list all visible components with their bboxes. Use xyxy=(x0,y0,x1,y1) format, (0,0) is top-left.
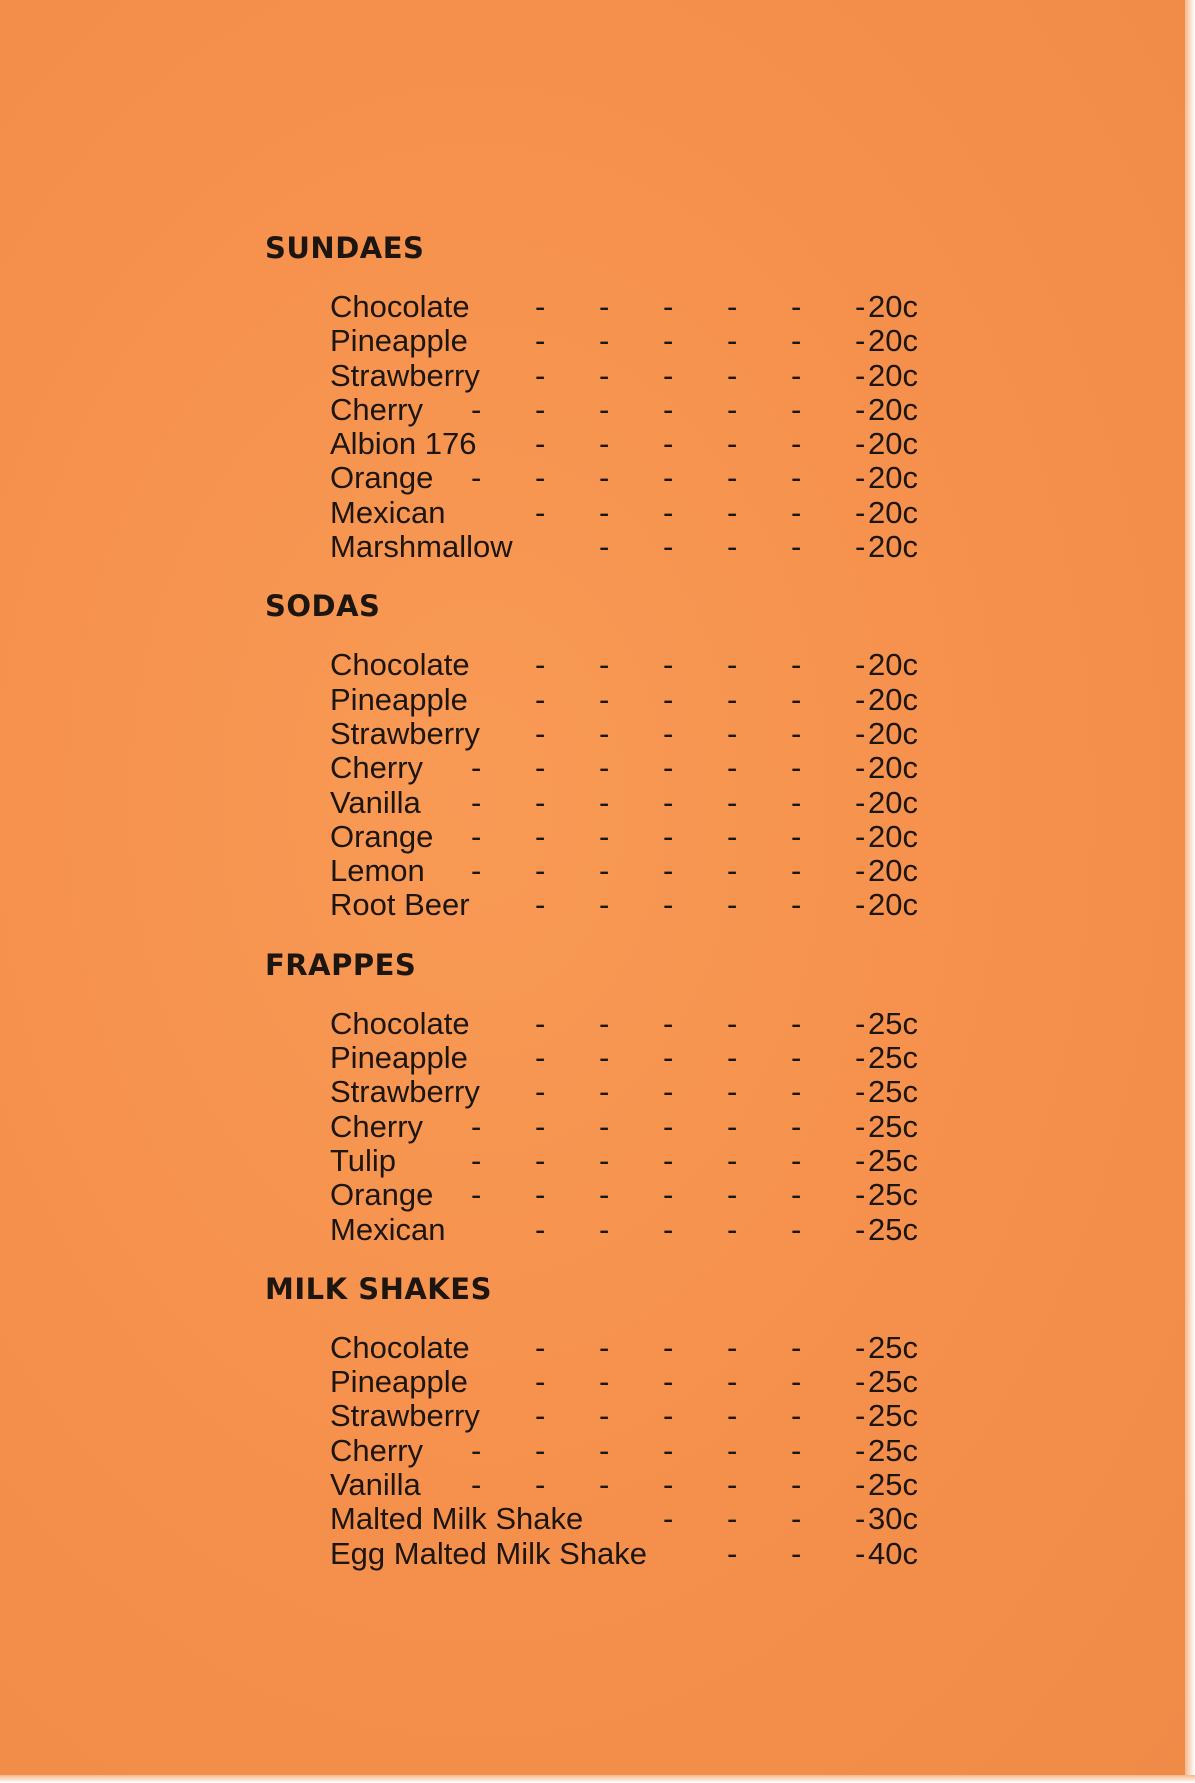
item-price: 20c xyxy=(868,289,918,324)
dash-mark: - xyxy=(855,1329,866,1365)
dash-mark: - xyxy=(791,323,802,359)
item-name: Malted Milk Shake xyxy=(330,1501,584,1537)
menu-section xyxy=(265,1269,965,1571)
dash-mark: - xyxy=(855,1005,866,1041)
item-price: 20c xyxy=(868,681,918,717)
dash-mark: - xyxy=(663,426,674,462)
dash-mark: - xyxy=(599,391,610,427)
item-name: Egg Malted Milk Shake xyxy=(330,1535,648,1571)
dash-mark: - xyxy=(599,1074,610,1110)
dash-mark: - xyxy=(663,1364,674,1400)
dash-mark: - xyxy=(855,289,866,324)
dash-mark: - xyxy=(535,853,546,889)
dash-mark: - xyxy=(471,1467,482,1503)
item-price: 20c xyxy=(868,529,918,565)
menu-item xyxy=(330,1434,965,1468)
dash-mark: - xyxy=(791,494,802,530)
dash-mark: - xyxy=(599,1432,610,1468)
item-name: Strawberry xyxy=(330,357,480,393)
dash-mark: - xyxy=(535,647,546,683)
dash-mark: - xyxy=(471,1108,482,1144)
dash-mark: - xyxy=(663,494,674,530)
item-name: Strawberry xyxy=(330,1398,480,1434)
dash-mark: - xyxy=(599,1005,610,1041)
item-price: 25c xyxy=(868,1211,918,1247)
menu-item xyxy=(330,1468,965,1502)
paper-edge xyxy=(1185,0,1195,1783)
dash-mark: - xyxy=(855,887,866,923)
item-price: 20c xyxy=(868,750,918,786)
item-price: 25c xyxy=(868,1467,918,1503)
item-name: Chocolate xyxy=(330,1005,470,1041)
dash-mark: - xyxy=(535,1074,546,1110)
dash-mark: - xyxy=(727,647,738,683)
dash-mark: - xyxy=(791,1467,802,1503)
dash-mark: - xyxy=(663,1040,674,1076)
item-name: Strawberry xyxy=(330,715,480,751)
menu-item xyxy=(330,1399,965,1433)
menu-item xyxy=(330,683,965,717)
dash-mark: - xyxy=(791,357,802,393)
item-name: Chocolate xyxy=(330,1329,470,1365)
dash-mark: - xyxy=(727,1329,738,1365)
menu-item xyxy=(330,1213,965,1247)
dash-mark: - xyxy=(855,1074,866,1110)
menu-item xyxy=(330,1041,965,1075)
menu-item xyxy=(330,1007,965,1041)
dash-mark: - xyxy=(599,647,610,683)
menu-item xyxy=(330,496,965,530)
section-title: SUNDAES xyxy=(265,231,425,265)
paper-edge xyxy=(0,1775,1195,1783)
dash-mark: - xyxy=(791,1005,802,1041)
item-name: Marshmallow xyxy=(330,529,513,565)
item-name: Cherry xyxy=(330,391,424,427)
dash-mark: - xyxy=(791,681,802,717)
section-title: SODAS xyxy=(265,589,381,624)
dash-mark: - xyxy=(535,750,546,786)
menu-item xyxy=(330,461,965,495)
item-price: 20c xyxy=(868,460,918,496)
dash-mark: - xyxy=(535,1142,546,1178)
dash-mark: - xyxy=(535,1432,546,1468)
dash-mark: - xyxy=(727,715,738,751)
dash-mark: - xyxy=(599,357,610,393)
dash-mark: - xyxy=(599,529,610,565)
item-name: Pineapple xyxy=(330,1040,468,1076)
dash-mark: - xyxy=(663,1467,674,1503)
dash-mark: - xyxy=(535,1329,546,1365)
item-name: Orange xyxy=(330,1177,434,1213)
dash-mark: - xyxy=(471,784,482,820)
dash-mark: - xyxy=(727,1211,738,1247)
dash-mark: - xyxy=(855,357,866,393)
item-name: Root Beer xyxy=(330,887,470,923)
dash-mark: - xyxy=(535,887,546,923)
dash-mark: - xyxy=(663,289,674,324)
dash-mark: - xyxy=(791,1211,802,1247)
dash-mark: - xyxy=(535,391,546,427)
item-price: 25c xyxy=(868,1074,918,1110)
dash-mark: - xyxy=(791,1142,802,1178)
dash-mark: - xyxy=(727,391,738,427)
dash-mark: - xyxy=(791,1329,802,1365)
dash-mark: - xyxy=(855,1364,866,1400)
dash-mark: - xyxy=(663,1005,674,1041)
item-price: 20c xyxy=(868,887,918,923)
menu-item xyxy=(330,393,965,427)
dash-mark: - xyxy=(855,647,866,683)
dash-mark: - xyxy=(535,289,546,324)
dash-mark: - xyxy=(471,460,482,496)
dash-mark: - xyxy=(855,1501,866,1537)
dash-mark: - xyxy=(599,289,610,324)
dash-mark: - xyxy=(663,1142,674,1178)
dash-mark: - xyxy=(727,1535,738,1571)
dash-mark: - xyxy=(727,1108,738,1144)
dash-mark: - xyxy=(535,1040,546,1076)
dash-mark: - xyxy=(663,1501,674,1537)
menu-item xyxy=(330,888,965,922)
dash-mark: - xyxy=(471,853,482,889)
menu-item xyxy=(330,1537,965,1571)
dash-mark: - xyxy=(727,323,738,359)
dash-mark: - xyxy=(727,494,738,530)
dash-mark: - xyxy=(855,1398,866,1434)
dash-mark: - xyxy=(855,529,866,565)
menu-card xyxy=(265,228,965,1593)
dash-mark: - xyxy=(855,784,866,820)
menu-item xyxy=(330,820,965,854)
dash-mark: - xyxy=(599,1040,610,1076)
menu-item xyxy=(330,324,965,358)
dash-mark: - xyxy=(663,1432,674,1468)
menu-item xyxy=(330,1331,965,1365)
dash-mark: - xyxy=(727,1142,738,1178)
menu-item xyxy=(330,854,965,888)
item-name: Pineapple xyxy=(330,323,468,359)
dash-mark: - xyxy=(791,1535,802,1571)
dash-mark: - xyxy=(727,357,738,393)
dash-mark: - xyxy=(599,887,610,923)
dash-mark: - xyxy=(727,1467,738,1503)
dash-mark: - xyxy=(471,1432,482,1468)
dash-mark: - xyxy=(727,1364,738,1400)
item-name: Mexican xyxy=(330,1211,446,1247)
menu-item xyxy=(330,530,965,564)
dash-mark: - xyxy=(663,853,674,889)
dash-mark: - xyxy=(535,1005,546,1041)
dash-mark: - xyxy=(599,750,610,786)
dash-mark: - xyxy=(727,289,738,324)
dash-mark: - xyxy=(727,853,738,889)
dash-mark: - xyxy=(727,681,738,717)
item-price: 25c xyxy=(868,1329,918,1365)
item-price: 20c xyxy=(868,357,918,393)
dash-mark: - xyxy=(599,426,610,462)
dash-mark: - xyxy=(791,818,802,854)
dash-mark: - xyxy=(855,1040,866,1076)
dash-mark: - xyxy=(855,1467,866,1503)
dash-mark: - xyxy=(599,1177,610,1213)
item-price: 20c xyxy=(868,818,918,854)
item-name: Vanilla xyxy=(330,784,421,820)
section-title: MILK SHAKES xyxy=(265,1271,492,1306)
dash-mark: - xyxy=(471,1142,482,1178)
item-price: 20c xyxy=(868,426,918,462)
dash-mark: - xyxy=(599,1142,610,1178)
dash-mark: - xyxy=(599,1467,610,1503)
item-price: 20c xyxy=(868,647,918,683)
dash-mark: - xyxy=(535,715,546,751)
dash-mark: - xyxy=(663,323,674,359)
dash-mark: - xyxy=(535,818,546,854)
dash-mark: - xyxy=(855,681,866,717)
menu-section xyxy=(265,228,965,564)
dash-mark: - xyxy=(727,1398,738,1434)
dash-mark: - xyxy=(791,887,802,923)
dash-mark: - xyxy=(791,1040,802,1076)
dash-mark: - xyxy=(727,460,738,496)
dash-mark: - xyxy=(535,1398,546,1434)
dash-mark: - xyxy=(855,391,866,427)
dash-mark: - xyxy=(599,681,610,717)
dash-mark: - xyxy=(791,1432,802,1468)
dash-mark: - xyxy=(791,289,802,324)
menu-item xyxy=(330,751,965,785)
dash-mark: - xyxy=(663,681,674,717)
dash-mark: - xyxy=(535,357,546,393)
item-name: Orange xyxy=(330,460,434,496)
dash-mark: - xyxy=(791,1074,802,1110)
item-name: Strawberry xyxy=(330,1074,480,1110)
menu-section xyxy=(265,586,965,922)
dash-mark: - xyxy=(855,1142,866,1178)
item-price: 25c xyxy=(868,1364,918,1400)
dash-mark: - xyxy=(599,818,610,854)
dash-mark: - xyxy=(727,750,738,786)
menu-item xyxy=(330,1110,965,1144)
dash-mark: - xyxy=(791,715,802,751)
item-price: 30c xyxy=(868,1501,918,1537)
dash-mark: - xyxy=(599,1211,610,1247)
item-name: Cherry xyxy=(330,1108,424,1144)
dash-mark: - xyxy=(663,1211,674,1247)
dash-mark: - xyxy=(855,1432,866,1468)
item-price: 25c xyxy=(868,1432,918,1468)
dash-mark: - xyxy=(855,1177,866,1213)
dash-mark: - xyxy=(471,750,482,786)
dash-mark: - xyxy=(855,460,866,496)
dash-mark: - xyxy=(535,784,546,820)
dash-mark: - xyxy=(791,750,802,786)
dash-mark: - xyxy=(599,323,610,359)
menu-item xyxy=(330,786,965,820)
dash-mark: - xyxy=(663,391,674,427)
dash-mark: - xyxy=(663,460,674,496)
dash-mark: - xyxy=(791,1398,802,1434)
dash-mark: - xyxy=(791,1108,802,1144)
dash-mark: - xyxy=(727,426,738,462)
item-price: 20c xyxy=(868,853,918,889)
dash-mark: - xyxy=(535,1108,546,1144)
dash-mark: - xyxy=(535,1467,546,1503)
dash-mark: - xyxy=(599,460,610,496)
item-price: 20c xyxy=(868,784,918,820)
menu-item xyxy=(330,1075,965,1109)
dash-mark: - xyxy=(471,391,482,427)
item-price: 25c xyxy=(868,1040,918,1076)
dash-mark: - xyxy=(727,887,738,923)
item-name: Vanilla xyxy=(330,1467,421,1503)
item-name: Cherry xyxy=(330,1432,424,1468)
item-name: Orange xyxy=(330,818,434,854)
dash-mark: - xyxy=(855,1535,866,1571)
item-price: 20c xyxy=(868,323,918,359)
dash-mark: - xyxy=(791,1364,802,1400)
dash-mark: - xyxy=(663,529,674,565)
dash-mark: - xyxy=(599,853,610,889)
item-price: 20c xyxy=(868,391,918,427)
dash-mark: - xyxy=(855,1108,866,1144)
dash-mark: - xyxy=(727,818,738,854)
menu-item xyxy=(330,1144,965,1178)
dash-mark: - xyxy=(599,715,610,751)
menu-section xyxy=(265,945,965,1247)
dash-mark: - xyxy=(663,818,674,854)
section-title: FRAPPES xyxy=(265,947,417,982)
dash-mark: - xyxy=(727,1432,738,1468)
menu-item xyxy=(330,359,965,393)
dash-mark: - xyxy=(855,426,866,462)
dash-mark: - xyxy=(727,1040,738,1076)
item-price: 25c xyxy=(868,1142,918,1178)
dash-mark: - xyxy=(855,715,866,751)
dash-mark: - xyxy=(727,529,738,565)
dash-mark: - xyxy=(855,750,866,786)
dash-mark: - xyxy=(855,1211,866,1247)
dash-mark: - xyxy=(663,715,674,751)
item-price: 20c xyxy=(868,715,918,751)
dash-mark: - xyxy=(535,460,546,496)
menu-item xyxy=(330,1502,965,1536)
dash-mark: - xyxy=(663,1108,674,1144)
dash-mark: - xyxy=(471,1177,482,1213)
dash-mark: - xyxy=(663,1177,674,1213)
dash-mark: - xyxy=(535,494,546,530)
item-list xyxy=(330,1331,965,1571)
item-name: Tulip xyxy=(330,1142,397,1178)
menu-item xyxy=(330,1365,965,1399)
dash-mark: - xyxy=(727,1074,738,1110)
dash-mark: - xyxy=(663,750,674,786)
item-price: 40c xyxy=(868,1535,918,1571)
item-price: 25c xyxy=(868,1005,918,1041)
dash-mark: - xyxy=(535,1177,546,1213)
dash-mark: - xyxy=(855,853,866,889)
dash-mark: - xyxy=(663,1398,674,1434)
dash-mark: - xyxy=(599,1108,610,1144)
dash-mark: - xyxy=(663,1329,674,1365)
menu-item xyxy=(330,717,965,751)
dash-mark: - xyxy=(471,818,482,854)
dash-mark: - xyxy=(791,529,802,565)
dash-mark: - xyxy=(855,323,866,359)
dash-mark: - xyxy=(535,426,546,462)
dash-mark: - xyxy=(791,784,802,820)
menu-item xyxy=(330,290,965,324)
dash-mark: - xyxy=(663,357,674,393)
dash-mark: - xyxy=(599,494,610,530)
item-name: Lemon xyxy=(330,853,425,889)
item-name: Cherry xyxy=(330,750,424,786)
item-list xyxy=(330,648,965,922)
dash-mark: - xyxy=(855,818,866,854)
dash-mark: - xyxy=(599,1364,610,1400)
dash-mark: - xyxy=(663,1074,674,1110)
dash-mark: - xyxy=(855,494,866,530)
item-price: 25c xyxy=(868,1177,918,1213)
dash-mark: - xyxy=(599,784,610,820)
dash-mark: - xyxy=(791,426,802,462)
dash-mark: - xyxy=(791,853,802,889)
dash-mark: - xyxy=(727,784,738,820)
dash-mark: - xyxy=(791,391,802,427)
item-price: 25c xyxy=(868,1398,918,1434)
item-list xyxy=(330,1007,965,1247)
dash-mark: - xyxy=(727,1501,738,1537)
dash-mark: - xyxy=(727,1005,738,1041)
item-name: Chocolate xyxy=(330,647,470,683)
dash-mark: - xyxy=(535,323,546,359)
dash-mark: - xyxy=(663,647,674,683)
menu-item xyxy=(330,648,965,682)
item-name: Pineapple xyxy=(330,681,468,717)
dash-mark: - xyxy=(535,1364,546,1400)
item-name: Mexican xyxy=(330,494,446,530)
item-name: Chocolate xyxy=(330,289,470,324)
dash-mark: - xyxy=(599,1329,610,1365)
dash-mark: - xyxy=(663,887,674,923)
menu-item xyxy=(330,1178,965,1212)
dash-mark: - xyxy=(791,1177,802,1213)
item-name: Pineapple xyxy=(330,1364,468,1400)
dash-mark: - xyxy=(535,681,546,717)
dash-mark: - xyxy=(599,1398,610,1434)
menu-item xyxy=(330,427,965,461)
dash-mark: - xyxy=(663,784,674,820)
item-name: Albion 176 xyxy=(330,426,477,462)
dash-mark: - xyxy=(791,460,802,496)
item-price: 25c xyxy=(868,1108,918,1144)
dash-mark: - xyxy=(791,647,802,683)
item-price: 20c xyxy=(868,494,918,530)
dash-mark: - xyxy=(727,1177,738,1213)
dash-mark: - xyxy=(791,1501,802,1537)
dash-mark: - xyxy=(535,1211,546,1247)
item-list xyxy=(330,290,965,564)
